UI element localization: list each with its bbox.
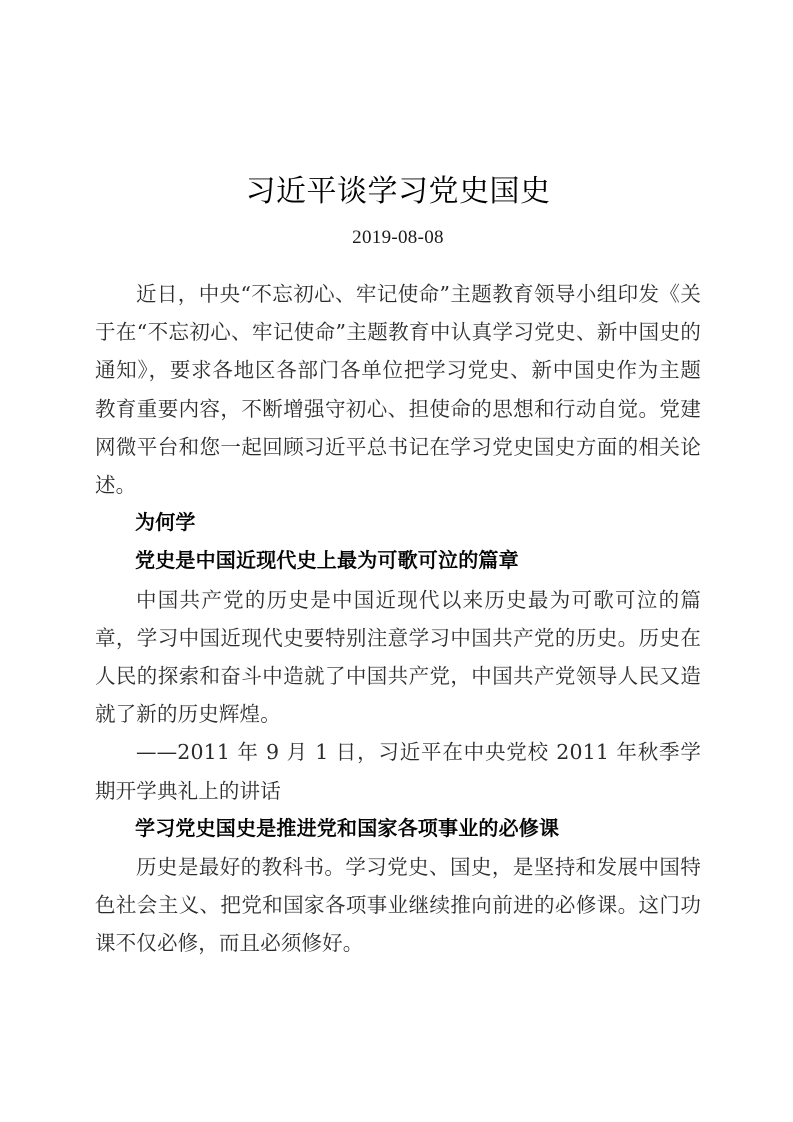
page-title: 习近平谈学习党史国史: [245, 174, 551, 209]
publish-date: 2019-08-08: [352, 227, 444, 248]
citation-line-1: ——2011 年 9 月 1 日，习近平在中央党校 2011 年秋季学期开学典礼上的讲话: [95, 740, 701, 803]
section-heading-why-study: 为何学: [135, 512, 196, 535]
body-paragraph-1: 中国共产党的历史是中国近现代以来历史最为可歌可泣的篇章，学习中国近现代史要特别注意学习中国共产党的历史。历史在人民的探索和奋斗中造就了中国共产党，中国共产党领导人民又造就了新的历史辉煌。: [95, 587, 701, 727]
document-content: [95, 0, 701, 963]
sub-heading-party-history-chapter: 党史是中国近现代史上最为可歌可泣的篇章: [135, 550, 519, 573]
document-body: [95, 251, 701, 963]
intro-paragraph: 近日，中央“不忘初心、牢记使命”主题教育领导小组印发《关于在“不忘初心、牢记使命”主题教育中认真学习党史、新中国史的通知》，要求各地区各部门各单位把学习党史、新中国史作为主题教育重要内容，不断增强守初心、担使命的思想和行动自觉。党建网微平台和您一起回顾习近平总书记在学习党史国史方面的相关论述。: [95, 282, 701, 498]
body-paragraph-2: 历史是最好的教科书。学习党史、国史，是坚持和发展中国特色社会主义、把党和国家各项事业继续推向前进的必修课。这门功课不仅必修，而且必须修好。: [95, 855, 701, 956]
sub-heading-required-course: 学习党史国史是推进党和国家各项事业的必修课: [135, 817, 560, 840]
